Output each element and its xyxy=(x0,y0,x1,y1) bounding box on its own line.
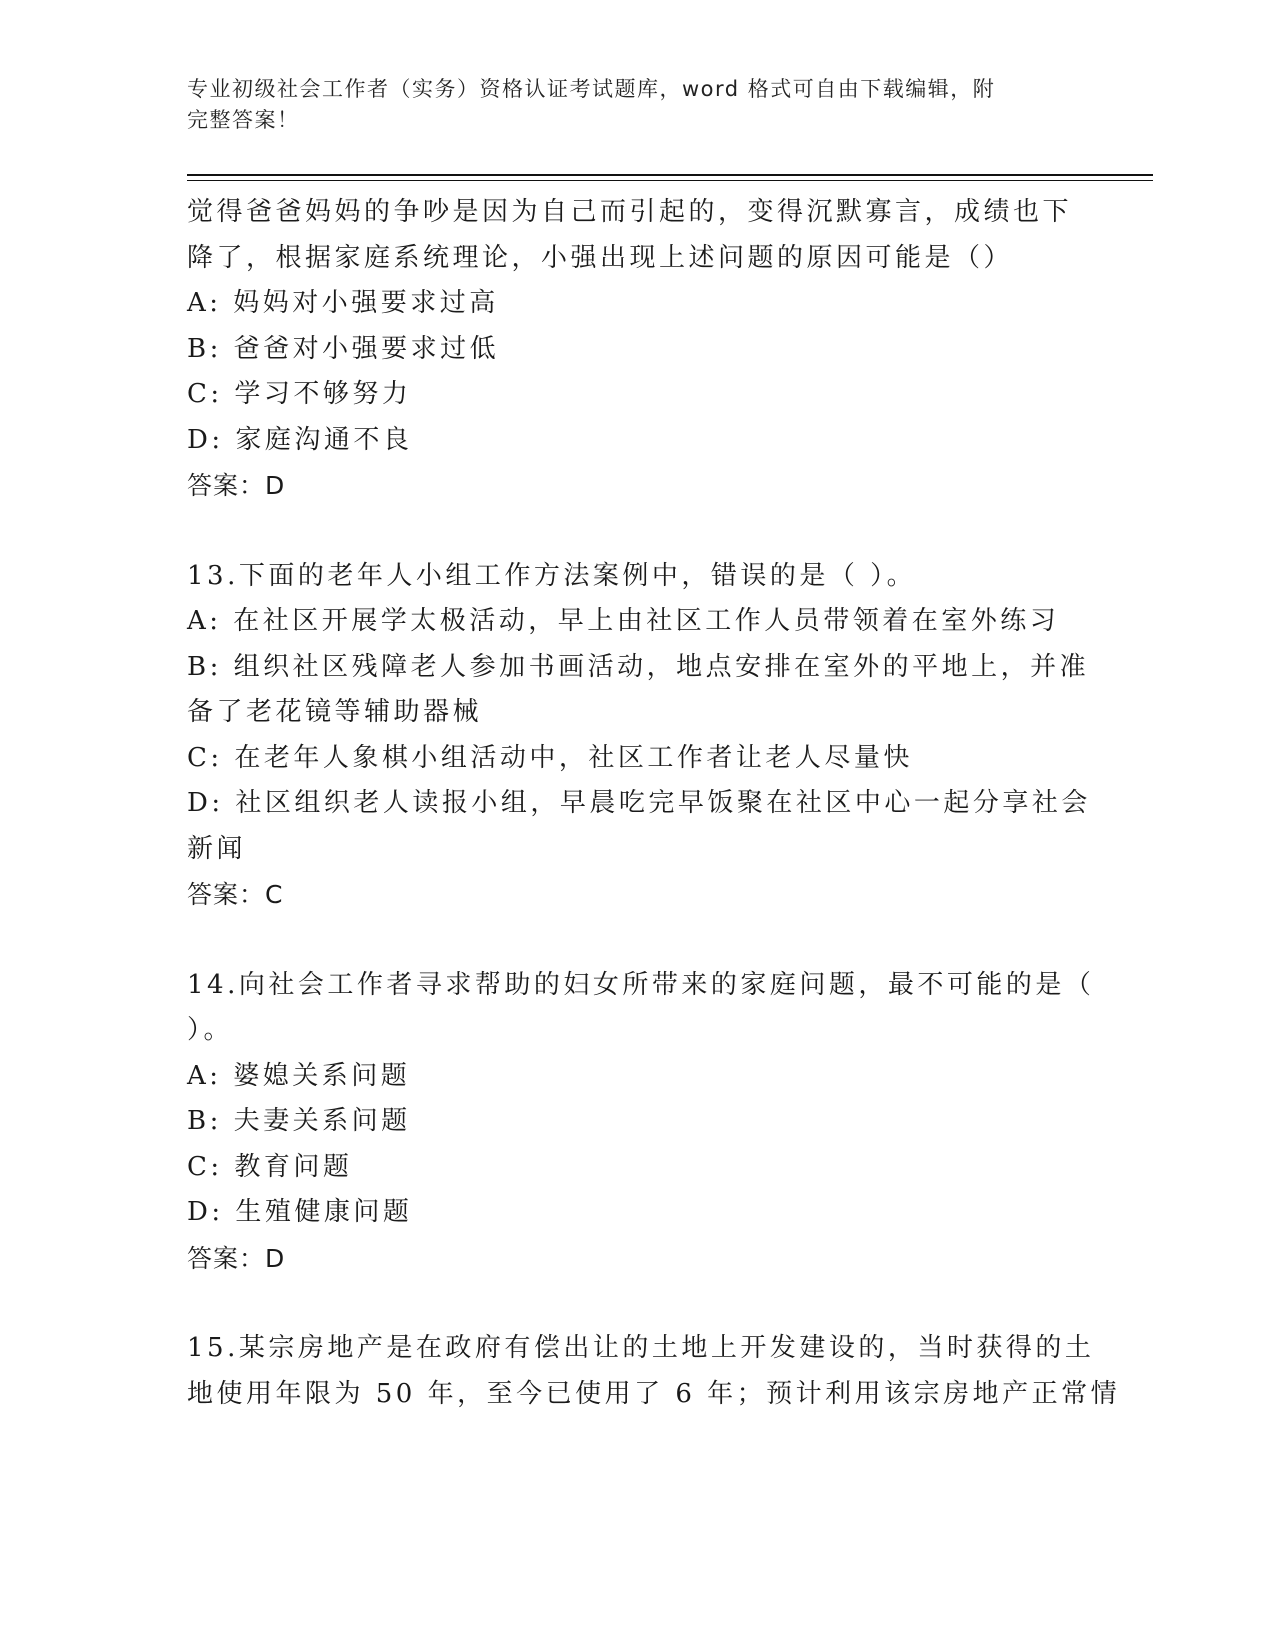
option-d: D: 家庭沟通不良 xyxy=(187,424,413,455)
question-12 xyxy=(187,190,1087,509)
option-b-continued: 备了老花镜等辅助器械 xyxy=(187,697,483,727)
question-15 xyxy=(187,1326,1121,1417)
option-d: D: 社区组织老人读报小组，早晨吃完早饭聚在社区中心一起分享社会 xyxy=(187,788,1091,818)
option-d-continued: 新闻 xyxy=(187,833,247,864)
answer-line: 答案：C xyxy=(187,880,284,909)
header-line-2: 完整答案！ xyxy=(187,108,300,132)
option-b: B: 组织社区残障老人参加书画活动，地点安排在室外的平地上，并准 xyxy=(187,651,1090,682)
document-body xyxy=(187,190,1121,1417)
question-stem-line: ）。 xyxy=(187,1015,234,1045)
header-divider-thin xyxy=(187,180,1153,181)
option-d: D: 生殖健康问题 xyxy=(187,1197,413,1227)
option-c: C: 在老年人象棋小组活动中，社区工作者让老人尽量快 xyxy=(187,742,913,773)
question-stem-line: 降了，根据家庭系统理论，小强出现上述问题的原因可能是（） xyxy=(187,242,1014,273)
answer-line: 答案：D xyxy=(187,1243,286,1273)
question-stem-line: 15.某宗房地产是在政府有偿出让的土地上开发建设的，当时获得的土 xyxy=(187,1333,1095,1363)
header-divider-thick xyxy=(187,174,1153,176)
question-stem-line: 13.下面的老年人小组工作方法案例中，错误的是（ ）。 xyxy=(187,560,917,591)
answer-line: 答案：D xyxy=(187,471,286,500)
question-stem-line: 14.向社会工作者寻求帮助的妇女所带来的家庭问题，最不可能的是（ xyxy=(187,969,1095,1000)
option-a: A: 婆媳关系问题 xyxy=(187,1060,411,1091)
question-stem-line: 地使用年限为 50 年，至今已使用了 6 年；预计利用该宗房地产正常情 xyxy=(187,1378,1121,1409)
option-a: A: 妈妈对小强要求过高 xyxy=(187,288,499,318)
document-header xyxy=(187,74,1067,136)
question-stem-line: 觉得爸爸妈妈的争吵是因为自己而引起的，变得沉默寡言，成绩也下 xyxy=(187,197,1073,227)
option-b: B: 爸爸对小强要求过低 xyxy=(187,333,500,364)
header-line-1: 专业初级社会工作者（实务）资格认证考试题库，word 格式可自由下载编辑，附 xyxy=(187,77,996,101)
option-b: B: 夫妻关系问题 xyxy=(187,1106,411,1136)
option-a: A: 在社区开展学太极活动，早上由社区工作人员带领着在室外练习 xyxy=(187,606,1060,636)
option-c: C: 学习不够努力 xyxy=(187,379,412,409)
question-13 xyxy=(187,554,1091,918)
question-14 xyxy=(187,963,1095,1282)
option-c: C: 教育问题 xyxy=(187,1151,353,1182)
